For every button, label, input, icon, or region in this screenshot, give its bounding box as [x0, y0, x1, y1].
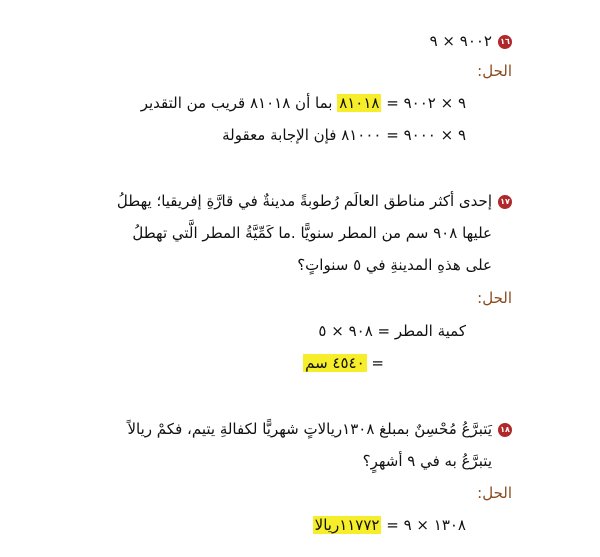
problem-number-badge: ١٧: [498, 195, 512, 209]
solution-line-text: ٩ × ٩٠٠٢ =: [381, 94, 466, 112]
problem-number-badge: ١٦: [498, 35, 512, 49]
solution-line: [141, 92, 466, 114]
question-text: إحدى أكثر مناطق العالَم رُطوبةً مدينةٌ في قارَّةِ إفريقيا؛ يهطلُ: [116, 192, 492, 210]
highlighted-answer: ٨١٠١٨: [339, 94, 380, 112]
solution-label: الحل:: [477, 62, 512, 80]
question-text: على هذهِ المدينةِ في ٥ سنواتٍ؟: [297, 256, 492, 274]
problem-number-badge: ١٨: [498, 423, 512, 437]
problem-18-question: [127, 418, 512, 440]
solution-line-text: ٩ × ٩٠٠٠ = ٨١٠٠٠ فإن الإجابة معقولة: [222, 126, 466, 144]
solution-line-text: ١٣٠٨ × ٩ =: [381, 516, 466, 534]
problem-16-question: [430, 30, 512, 52]
solution-label: الحل:: [477, 484, 512, 502]
solution-line: [222, 124, 466, 146]
highlighted-answer: ٤٥٤٠ سم: [305, 354, 365, 372]
solution-line-text: بما أن ٨١٠١٨ قريب من التقدير: [140, 94, 338, 112]
question-text: يَتبرَّعُ مُحْسِنٌ بمبلغ ١٣٠٨ريالاتٍ شهريًّا لكفالةِ يتيم، فكمْ ريالاً: [127, 420, 492, 438]
question-text: عليها ٩٠٨ سم من المطر سنويًّا .ما كَمِّيَّةُ المطر الَّتي تهطلُ: [132, 224, 492, 242]
solution-label: الحل:: [477, 289, 512, 307]
problem-17-question: [117, 190, 512, 212]
solution-line: [313, 514, 466, 536]
solution-line-text: كمية المطر = ٩٠٨ × ٥: [318, 322, 466, 340]
question-text: ٩٠٠٢ × ٩: [429, 32, 492, 50]
highlighted-answer: ١١٧٧٢ريالا: [314, 516, 380, 534]
question-text: يتبرَّعُ به في ٩ أشهرٍ؟: [362, 452, 492, 470]
solution-line-text: =: [366, 354, 384, 372]
solution-line: [318, 320, 466, 342]
solution-line: [303, 352, 384, 374]
